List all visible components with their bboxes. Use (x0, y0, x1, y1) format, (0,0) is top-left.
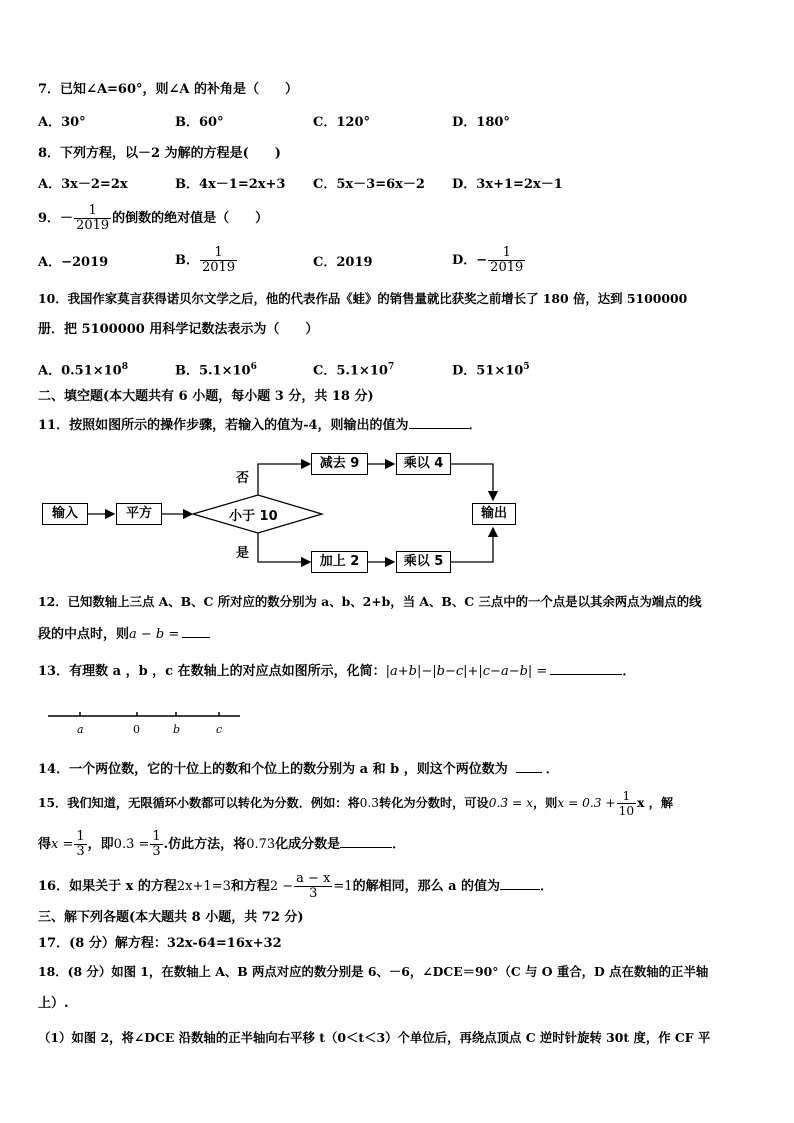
q13-expression: |a+b|−|b−c|+|c−a−b| = (385, 664, 548, 679)
q8-option-c: C．5x－3=6x－2 (313, 177, 425, 192)
arrow-yes-branch (258, 533, 310, 562)
q13-answer-blank (550, 660, 622, 675)
q7-stem: 7．已知∠A=60°，则∠A 的补角是（ ） (38, 82, 299, 97)
arrow-no-branch (258, 464, 310, 495)
axis-label-b: b (173, 723, 181, 736)
q9-option-d-fraction: $\frac{1}{2019}$ (490, 245, 524, 275)
q8-stem: 8．下列方程，以－2 为解的方程是( ) (38, 146, 281, 161)
q9-option-b-fraction: $\frac{1}{2019}$ (202, 245, 236, 275)
section-2-heading: 二、填空题(本大题共有 6 小题，每小题 3 分，共 18 分) (38, 389, 374, 404)
flow-yes-label: 是 (236, 546, 250, 561)
q8-option-b: B．4x－1=2x+3 (175, 177, 286, 192)
q9-option-c: C．2019 (313, 255, 373, 270)
q15-line2: 得x = $\frac{1}{3}$ ，即0.3̇ = $\frac{1}{3}$ .仿此方法，将0.7̇3̇化成分数是 ． (38, 829, 406, 859)
q17-stem: 17．(8 分）解方程：32x-64=16x+32 (38, 936, 282, 951)
q7-option-a: A．30° (38, 115, 86, 130)
q15-repeating-1: 0.3̇ (359, 796, 380, 810)
q10-option-c: C．$5.1\times 10^7$ (313, 362, 395, 379)
flow-times5-box: 乘以 5 (396, 551, 451, 573)
q8-option-a: A．3x－2=2x (38, 177, 128, 192)
q12-expression: a − b = (129, 627, 180, 642)
q15-line1: 15．我们知道，无限循环小数都可以转化为分数．例如：将0.3̇转化为分数时，可设0.3̇ = x，则x = 0.3 + $\frac{1}{10}$ x ，解 (38, 789, 674, 818)
q16-stem: 16．如果关于 x 的方程2x+1=3和方程2 − $\frac{a - x}{3}$ =1的解相同，那么 a 的值为 ． (38, 871, 554, 901)
q15-repeating-073: 0.7̇3̇ (246, 837, 276, 852)
q12-line2: 段的中点时，则a − b = (38, 623, 210, 645)
q7-option-b: B．60° (175, 115, 224, 130)
flow-plus2-box: 加上 2 (311, 551, 368, 573)
q9-stem-suffix: 的倒数的绝对值是（ ） (112, 211, 269, 226)
q12-line1: 12．已知数轴上三点 A、B、C 所对应的数分别为 a、b、2+b，当 A、B、C 三点中的一个点是以其余两点为端点的线 (38, 594, 702, 609)
q18-line3: （1）如图 2，将∠DCE 沿数轴的正半轴向右平移 t（0＜t＜3）个单位后，再绕点顶点 C 逆时针旋转 30t 度，作 CF 平 (38, 1030, 711, 1045)
q15-fraction-1-10: $\frac{1}{10}$ (618, 789, 635, 818)
q14-stem: 14．一个两位数，它的十位上的数和个位上的数分别为 a 和 b ，则这个两位数为 ． (38, 758, 559, 780)
flow-output-box: 输出 (472, 503, 516, 525)
arrow-times4-output (451, 464, 493, 500)
q14-answer-blank (516, 758, 542, 773)
q9-stem-denominator: 2019 (76, 218, 110, 233)
arrow-times5-output (451, 528, 493, 562)
flow-no-label: 否 (236, 471, 250, 486)
q10-line2: 册．把 5100000 用科学记数法表示为（ ） (38, 322, 319, 337)
q16-answer-blank (500, 875, 540, 890)
q10-option-b: B．$5.1\times 10^6$ (175, 362, 257, 379)
q15-answer-blank (340, 833, 392, 848)
axis-label-c: c (216, 723, 223, 736)
flow-condition-label: 小于 10 (229, 509, 278, 524)
q11-stem: 11．按照如图所示的操作步骤，若输入的值为-4，则输出的值为 ． (38, 414, 482, 436)
flow-minus9-box: 减去 9 (311, 453, 368, 475)
q13-stem: 13．有理数 a ，b ，c 在数轴上的对应点如图所示，化简：|a+b|−|b−c|+|c−a−b| = ． (38, 660, 635, 682)
q18-line1: 18．(8 分）如图 1，在数轴上 A、B 两点对应的数分别是 6、－6，∠DCE＝90°（C 与 O 重合，D 点在数轴的正半轴 (38, 964, 709, 979)
q10-option-d: D．$51\times 10^5$ (452, 362, 530, 379)
q16-equation-1: 2x+1=3 (176, 879, 231, 894)
flow-times4-box: 乘以 4 (396, 453, 451, 475)
section-3-heading: 三、解下列各题(本大题共 8 小题，共 72 分) (38, 910, 304, 925)
q8-option-d: D．3x+1=2x－1 (452, 177, 563, 192)
q9-option-d: D．− $\frac{1}{2019}$ (452, 245, 524, 275)
q9-stem-prefix: 9．－ (38, 211, 74, 226)
axis-label-0: 0 (133, 723, 140, 736)
q12-answer-blank (182, 623, 210, 638)
q9-stem-numerator: 1 (74, 204, 111, 219)
q9-option-a: A．−2019 (38, 255, 109, 270)
q16-fraction: $\frac{a - x}{3}$ (296, 871, 331, 901)
q15-fraction-1-3-b: $\frac{1}{3}$ (152, 829, 161, 859)
q15-equation-1: 0.3̇ = x (488, 796, 533, 810)
flow-input-box: 输入 (42, 503, 88, 525)
q10-line1: 10．我国作家莫言获得诺贝尔文学之后，他的代表作品《蛙》的销售量就比获奖之前增长了 180 倍，达到 5100000 (38, 291, 688, 306)
q15-fraction-1-3: $\frac{1}{3}$ (76, 829, 85, 859)
q7-option-d: D．180° (452, 115, 510, 130)
q10-option-a: A．$0.51\times 10^8$ (38, 362, 128, 379)
q9-option-b: B． $\frac{1}{2019}$ (175, 245, 236, 275)
flow-square-box: 平方 (116, 503, 162, 525)
q7-option-c: C．120° (313, 115, 370, 130)
q18-line2: 上）. (38, 996, 69, 1011)
axis-label-a: a (77, 723, 84, 736)
